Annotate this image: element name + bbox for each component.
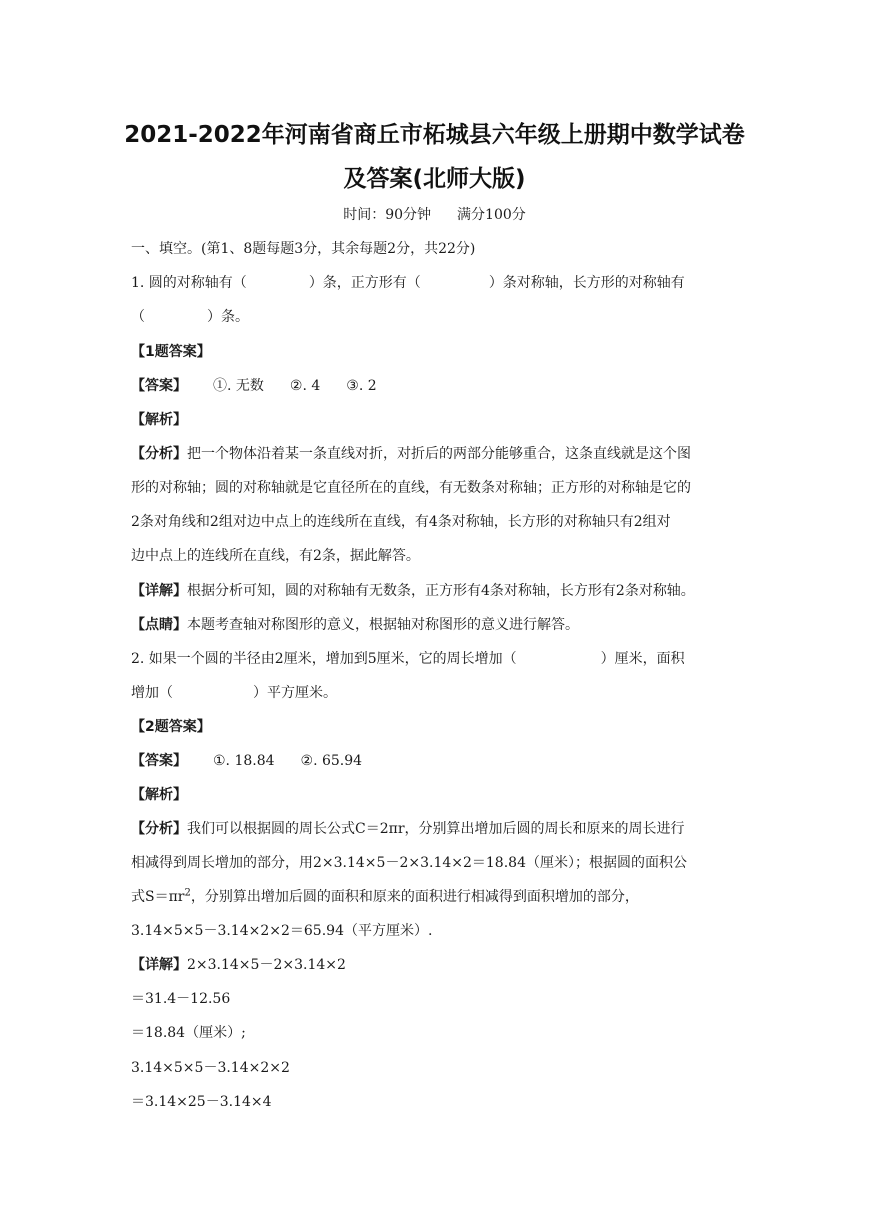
exam-meta: [0, 204, 869, 224]
q2-analysis-text-3a: 式S＝πr: [131, 889, 185, 905]
q2-text-b: ）厘米，面积: [600, 651, 685, 667]
q2-analysis-superscript: 2: [184, 887, 191, 899]
q2-answer-label: 【答案】: [131, 753, 187, 769]
q1-answer-label: 【答案】: [131, 378, 187, 394]
q2-answer-2: ②. 65.94: [300, 753, 363, 769]
q2-detail-line2: ＝31.4－12.56: [131, 991, 231, 1007]
q1-text-c: ）条对称轴，长方形的对称轴有: [488, 275, 685, 291]
q2-detail-text-1: 2×3.14×5－2×3.14×2: [187, 957, 346, 973]
q2-text-a: 2. 如果一个圆的半径由2厘米，增加到5厘米，它的周长增加（: [131, 651, 517, 667]
q2-analysis-text-3b: ，分别算出增加后圆的面积和原来的面积进行相减得到面积增加的部分，: [190, 889, 639, 905]
q2-answer-row: [131, 750, 362, 770]
q2-detail-line1: [131, 954, 346, 974]
question-2-line1: [131, 648, 685, 668]
exam-score: 满分100分: [457, 207, 526, 223]
q1-answer-2: ②. 4: [289, 378, 321, 394]
q1-answer-row: [131, 375, 377, 395]
q1-answer-3: ③. 2: [346, 378, 377, 394]
q1-text-a: 1. 圆的对称轴有（: [131, 275, 247, 291]
q1-detail-text: 根据分析可知，圆的对称轴有无数条，正方形有4条对称轴，长方形有2条对称轴。: [187, 583, 695, 599]
q2-detail-label: 【详解】: [131, 957, 187, 973]
q2-analysis-text-1: 我们可以根据圆的周长公式C＝2πr，分别算出增加后圆的周长和原来的周长进行: [187, 821, 685, 837]
q2-answer-heading: 【2题答案】: [131, 719, 211, 735]
question-1-line2: [131, 306, 249, 326]
q1-comment-label: 【点睛】: [131, 617, 187, 633]
q1-detail-line: [131, 580, 695, 600]
q2-detail-line5: ＝3.14×25－3.14×4: [131, 1094, 272, 1110]
q1-analysis-text-1: 把一个物体沿着某一条直线对折，对折后的两部分能够重合，这条直线就是这个图: [187, 446, 691, 462]
q1-analysis-line4: 边中点上的连线所在直线，有2条，据此解答。: [131, 548, 420, 564]
q1-analysis-line2: 形的对称轴；圆的对称轴就是它直径所在的直线，有无数条对称轴；正方形的对称轴是它的: [131, 480, 691, 496]
q2-jiexi-label: 【解析】: [131, 787, 187, 803]
q2-answer-1: ①. 18.84: [213, 753, 275, 769]
q2-analysis-line3: [131, 886, 639, 906]
q2-detail-line4: 3.14×5×5－3.14×2×2: [131, 1060, 290, 1076]
q1-answer-1: ①. 无数: [213, 378, 264, 394]
question-2-line2: [131, 682, 337, 702]
q1-analysis-line3: 2条对角线和2组对边中点上的连线所在直线，有4条对称轴，长方形的对称轴只有2组对: [131, 514, 671, 530]
q2-analysis-label: 【分析】: [131, 821, 187, 837]
section-heading: 一、填空。(第1、8题每题3分，其余每题2分，共22分): [131, 241, 476, 257]
q1-analysis-line1: [131, 443, 691, 463]
q2-text-d: ）平方厘米。: [253, 685, 337, 701]
q1-analysis-label: 【分析】: [131, 446, 187, 462]
q2-text-c: 增加（: [131, 685, 173, 701]
question-1-line1: [131, 272, 685, 292]
q2-analysis-line2: 相减得到周长增加的部分，用2×3.14×5－2×3.14×2＝18.84（厘米）；根据圆的面积公: [131, 855, 687, 871]
q1-text-d: （: [131, 309, 145, 325]
q1-comment-text: 本题考查轴对称图形的意义，根据轴对称图形的意义进行解答。: [187, 617, 579, 633]
q2-analysis-line4: 3.14×5×5－3.14×2×2＝65.94（平方厘米）.: [131, 923, 433, 939]
q1-text-e: ）条。: [207, 309, 249, 325]
document-title-line1: 2021-2022年河南省商丘市柘城县六年级上册期中数学试卷: [124, 122, 745, 148]
exam-time: 时间：90分钟: [343, 207, 432, 223]
q1-detail-label: 【详解】: [131, 583, 187, 599]
q1-text-b: ）条，正方形有（: [308, 275, 421, 291]
q2-analysis-line1: [131, 818, 685, 838]
document-title-line2: 及答案(北师大版): [343, 166, 526, 192]
q1-jiexi-label: 【解析】: [131, 412, 187, 428]
q1-answer-heading: 【1题答案】: [131, 344, 211, 360]
q1-comment-line: [131, 614, 579, 634]
q2-detail-line3: ＝18.84（厘米）;: [131, 1025, 246, 1041]
